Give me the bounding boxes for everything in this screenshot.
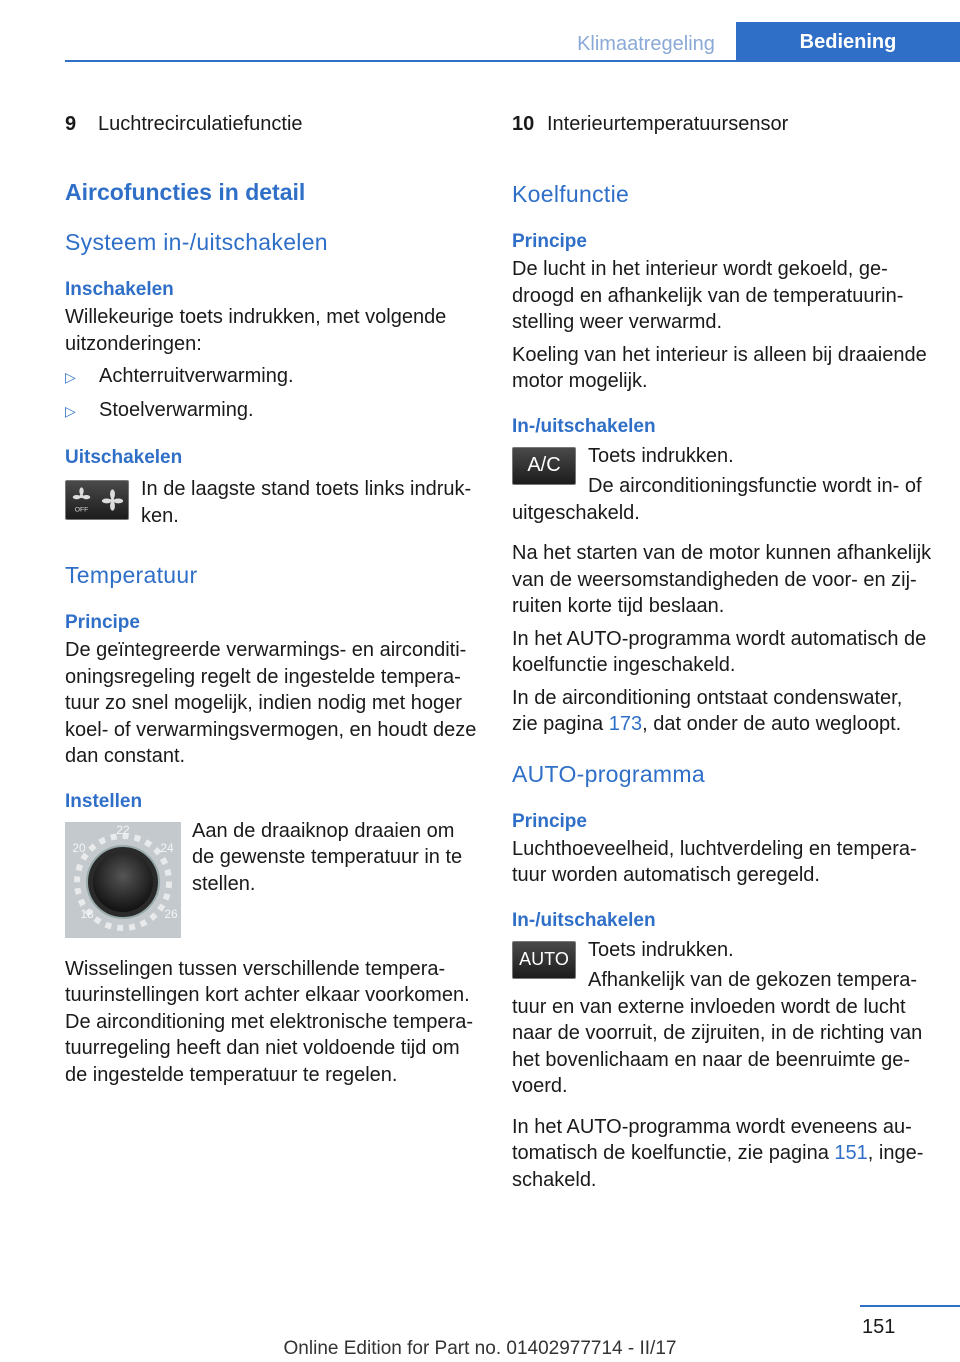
footer-edition: Online Edition for Part no. 01402977714 - II/17 (283, 1338, 677, 1359)
item-text: Interieurtemperatuursensor (547, 113, 789, 135)
list-item (65, 108, 479, 140)
list-item (512, 108, 932, 140)
subsection-title: Koelfunctie (512, 181, 630, 207)
label-inschakelen: Inschakelen (65, 279, 174, 300)
header-section-tab[interactable]: Bediening (736, 22, 960, 62)
svg-text:26: 26 (164, 906, 178, 921)
ac-block (512, 443, 932, 527)
label-uitschakelen: Uitschakelen (65, 447, 183, 468)
ac-button-icon: A/C (512, 447, 576, 485)
temperature-knob-icon (65, 822, 181, 938)
subsection-title: Systeem in-/uitschakelen (65, 229, 328, 255)
list-item (65, 363, 479, 391)
section-title: Aircofuncties in detail (65, 179, 306, 205)
right-column (512, 108, 932, 1193)
svg-text:18: 18 (80, 906, 94, 921)
page-link-173[interactable]: 173 (608, 713, 643, 735)
label-principe: Principe (512, 231, 587, 252)
paragraph: Wisselingen tussen verschillende temperatuurinstellingen kort achter elkaar voorkomen. De airconditioning met elektronische temperatuurregeling heeft dan niet voldoende tijd om de ingestelde temperatuur te regelen. (65, 957, 473, 1086)
off-label: OFF (74, 506, 89, 514)
triangle-bullet-icon: ▷ (65, 369, 76, 385)
svg-text:22: 22 (116, 822, 130, 837)
footer-divider (860, 1305, 960, 1307)
label-principe: Principe (65, 612, 140, 633)
instellen-block (65, 818, 479, 944)
page-number: 151 (862, 1316, 896, 1338)
paragraph: Koeling van het interieur is alleen bij draaiende motor mogelijk. (512, 343, 927, 392)
auto-block (512, 937, 932, 1100)
label-in-uitschakelen: In-/uitschakelen (512, 415, 656, 437)
label-in-uitschakelen: In-/uitschakelen (512, 909, 656, 931)
bullet-text: Achterruitverwarming. (99, 365, 294, 387)
label-principe: Principe (512, 810, 587, 832)
subsection-title: Temperatuur (65, 562, 198, 588)
bullet-text: Stoelverwarming. (99, 398, 254, 421)
paragraph: Toets indrukken. (588, 444, 734, 467)
header-chapter-tab[interactable]: Klimaatregeling (577, 32, 715, 55)
item-number: 10 (512, 113, 535, 135)
page-link-151[interactable]: 151 (834, 1142, 868, 1164)
paragraph: Afhankelijk van de gekozen temperatuur en van externe invloeden wordt de lucht naar de voorruit, de zijruiten, in de richting van het bovenlichaam en naar de beenruimte gevoerd. (512, 969, 923, 1097)
uitschakelen-block (65, 476, 479, 529)
paragraph: In het AUTO-programma wordt eveneens automatisch de koelfunctie, zie pagina 151, ingeschakeld. (512, 1115, 924, 1191)
paragraph: Willekeurige toets indrukken, met volgende uitzonderingen: (65, 306, 447, 355)
paragraph: In het AUTO-programma wordt automatisch de koelfunctie ingeschakeld. (512, 627, 927, 676)
paragraph: Na het starten van de motor kunnen afhankelijk van de weersomstandigheden de voor- en zijruiten korte tijd beslaan. (512, 542, 932, 617)
svg-text:24: 24 (160, 840, 174, 855)
svg-text:20: 20 (72, 840, 86, 855)
paragraph: De lucht in het interieur wordt gekoeld, gedroogd en afhankelijk van de temperatuurinstelling weer verwarmd. (512, 258, 904, 333)
item-text: Luchtrecirculatiefunctie (98, 113, 303, 135)
paragraph: Luchthoeveelheid, luchtverdeling en temperatuur worden automatisch geregeld. (512, 837, 917, 886)
left-column (65, 108, 479, 1088)
paragraph: De airconditioningsfunctie wordt in- of uitgeschakeld. (512, 475, 922, 524)
paragraph: Aan de draaiknop draaien om de gewenste temperatuur in te stellen. (192, 819, 463, 895)
header-divider (65, 60, 960, 62)
list-item (65, 397, 479, 425)
label-instellen: Instellen (65, 790, 143, 812)
paragraph: Toets indrukken. (588, 938, 734, 961)
item-number: 9 (65, 113, 77, 135)
fan-off-button-icon (65, 480, 129, 520)
paragraph: De geïntegreerde verwarmings- en airconditioningsregeling regelt de ingestelde temperatuur zo snel mogelijk, indien nodig met hoger koel- of verwarmingsvermogen, en houdt deze dan constant. (65, 639, 477, 767)
triangle-bullet-icon: ▷ (65, 402, 76, 419)
auto-button-icon: AUTO (512, 941, 576, 979)
paragraph: In de laagste stand toets links indrukken. (141, 478, 472, 527)
subsection-title: AUTO-programma (512, 760, 705, 787)
paragraph: In de airconditioning ontstaat condenswater, zie pagina 173, dat onder de auto wegloopt. (512, 686, 903, 735)
